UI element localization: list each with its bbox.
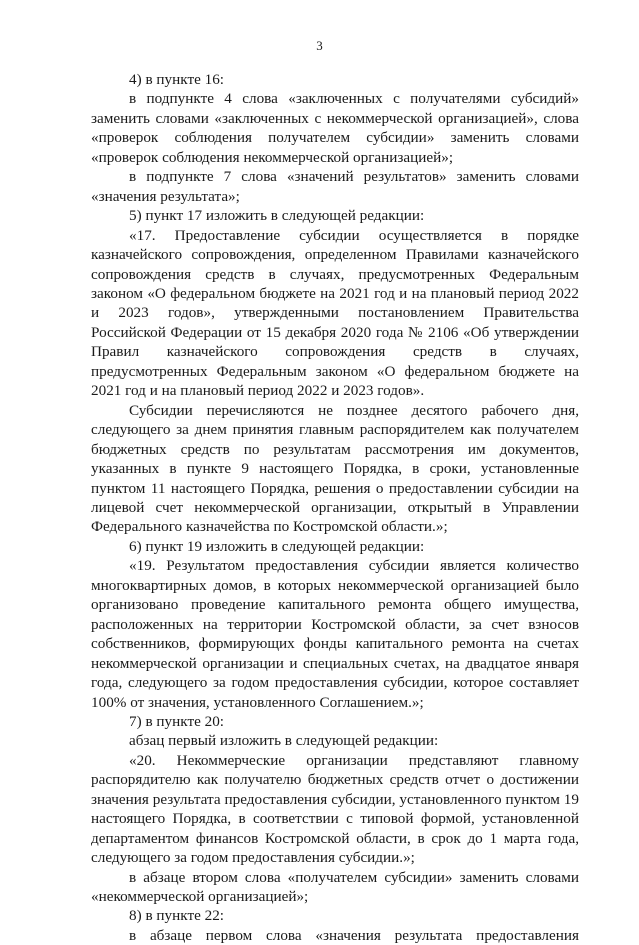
item-8-first-abzac: в абзаце первом слова «значения результата предоставления: [129, 926, 579, 944]
item-7-second-abzac: в абзаце втором слова «получателем субсидии» заменить словами «некоммерческой организацией»;: [91, 868, 579, 906]
item-4-subpoint-4: в подпункте 4 слова «заключенных с получателями субсидий» заменить словами «заключенных с некоммерческой организацией», слова «проверок соблюдения получателем субсидии» заменить словами «проверок соблюдения некоммерческой организацией»;: [91, 90, 579, 166]
document-body: [91, 70, 579, 945]
item-4-heading: 4) в пункте 16:: [129, 71, 225, 88]
item-6-heading: 6) пункт 19 изложить в следующей редакции:: [129, 537, 425, 555]
page-number: 3: [316, 38, 323, 53]
clause-19-text: «19. Результатом предоставления субсидии является количество многоквартирных домов, в которых некоммерческой организацией было организовано проведение капитального ремонта общего имущества, расположенных на территории Костромской области, за счет взносов собственников, формирующих фонды капитального ремонта на счетах некоммерческой организации и специальных счетах, на двадцатое января года, следующего за годом предоставления субсидии, которое составляет 100% от значения, установленного Соглашением.»;: [91, 557, 579, 711]
item-8-heading: 8) в пункте 22:: [129, 907, 225, 925]
subsidy-transfer-paragraph: Субсидии перечисляются не позднее десятого рабочего дня, следующего за днем принятия главным распорядителем как получателем бюджетных средств по результатам рассмотрения им документов, указанных в пункте 9 настоящего Порядка, в сроки, установленные пунктом 11 настоящего Порядка, решения о предоставлении субсидии на лицевой счет некоммерческой организации, открытый в Управлении Федерального казначейства по Костромской области.»;: [91, 401, 579, 536]
item-4-subpoint-7: в подпункте 7 слова «значений результатов» заменить словами «значения результата»;: [91, 168, 579, 205]
clause-17-text: «17. Предоставление субсидии осуществляется в порядке казначейского сопровождения, определенном Правилами казначейского сопровождения средств в случаях, предусмотренных Федеральным законом «О федеральном бюджете на 2021 год и на плановый период 2022 и 2023 годов», утвержденными постановлением Правительства Российской Федерации от 15 декабря 2020 года № 2106 «Об утверждении Правил казначейского сопровождения средств в случаях, предусмотренных Федеральным законом «О федеральном бюджете на 2021 год и на плановый период 2022 и 2023 годов».: [91, 226, 579, 400]
item-7-heading: 7) в пункте 20:: [129, 712, 225, 730]
item-7-first-abzac: абзац первый изложить в следующей редакции:: [129, 732, 439, 750]
clause-20-text: «20. Некоммерческие организации представляют главному распорядителю как получателю бюджетных средств отчет о достижении значения результата предоставления субсидии, установленного пунктом 19 настоящего Порядка, в соответствии с типовой формой, установленной департаментом финансов Костромской области, в срок до 1 марта года, следующего за годом предоставления субсидии.»;: [91, 751, 579, 867]
item-5-heading: 5) пункт 17 изложить в следующей редакции:: [129, 207, 425, 225]
